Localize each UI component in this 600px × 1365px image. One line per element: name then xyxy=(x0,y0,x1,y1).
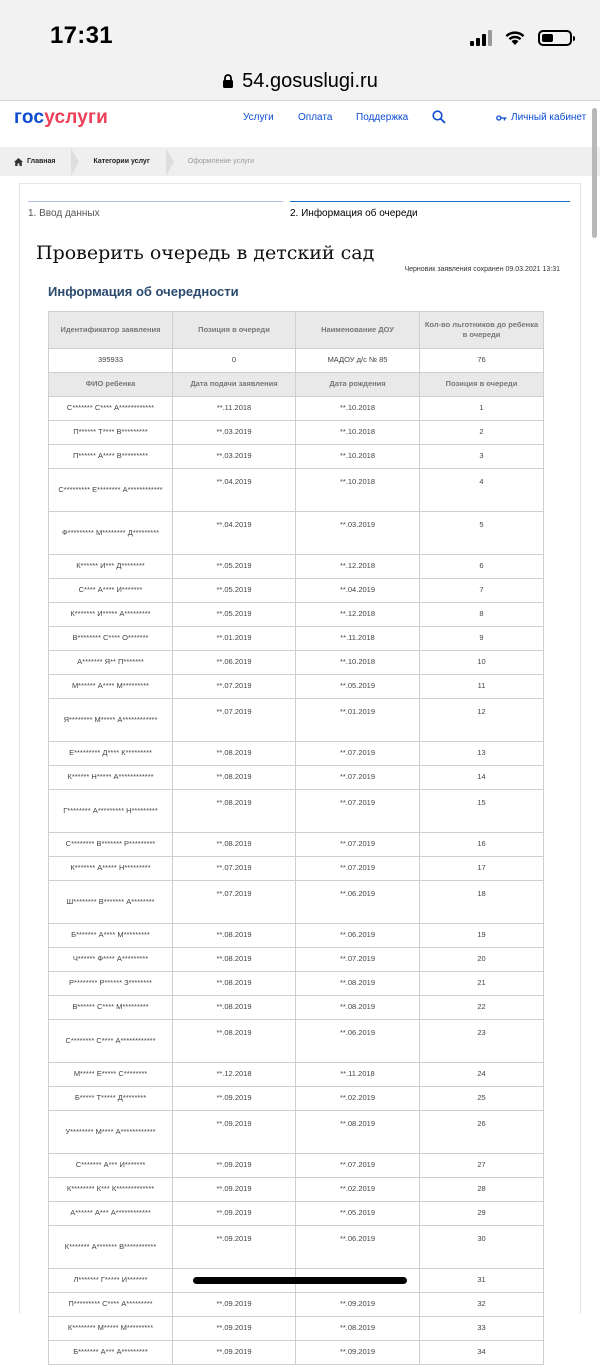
header-application-date: Дата подачи заявления xyxy=(173,373,296,397)
application-date: **.05.2019 xyxy=(173,603,296,627)
child-name: Б******* А**** М********* xyxy=(49,924,173,948)
application-date: **.09.2019 xyxy=(173,1087,296,1111)
child-name: Б******* А*** А********* xyxy=(49,1341,173,1365)
birth-date: **.02.2019 xyxy=(296,1178,420,1202)
breadcrumb-categories[interactable]: Категории услуг xyxy=(93,158,150,165)
child-name: П****** Т**** В********* xyxy=(49,421,173,445)
child-name: К******* И***** А********* xyxy=(49,603,173,627)
application-date: **.09.2019 xyxy=(173,1341,296,1365)
table-row xyxy=(49,699,544,742)
child-name: К******* А******* В*********** xyxy=(49,1226,173,1269)
queue-position-cell: 19 xyxy=(420,924,544,948)
table-row xyxy=(49,972,544,996)
birth-date: **.07.2019 xyxy=(296,790,420,833)
child-name: П********* С**** А********* xyxy=(49,1293,173,1317)
table-row xyxy=(49,603,544,627)
child-name: Е********* Д**** К********* xyxy=(49,742,173,766)
table-row xyxy=(49,445,544,469)
address-bar[interactable] xyxy=(0,62,600,101)
application-date: **.09.2019 xyxy=(173,1178,296,1202)
queue-position-cell: 32 xyxy=(420,1293,544,1317)
application-date: **.08.2019 xyxy=(173,833,296,857)
breadcrumb xyxy=(0,147,600,176)
queue-position-cell: 14 xyxy=(420,766,544,790)
breadcrumb-separator xyxy=(166,148,174,176)
table-row xyxy=(49,857,544,881)
breadcrumb-home-label: Главная xyxy=(27,158,56,165)
breadcrumb-home[interactable] xyxy=(0,147,71,176)
queue-position-cell: 29 xyxy=(420,1202,544,1226)
queue-position-cell: 9 xyxy=(420,627,544,651)
search-icon[interactable] xyxy=(432,110,446,124)
status-time: 17:31 xyxy=(50,22,113,49)
table-row xyxy=(49,1111,544,1154)
application-date: **.03.2019 xyxy=(173,421,296,445)
table-row xyxy=(49,766,544,790)
wifi-icon xyxy=(504,30,526,46)
child-name: М***** Е***** С******** xyxy=(49,1063,173,1087)
application-date: **.07.2019 xyxy=(173,699,296,742)
application-date: **.08.2019 xyxy=(173,1020,296,1063)
queue-position-cell: 1 xyxy=(420,397,544,421)
application-date: **.03.2019 xyxy=(173,445,296,469)
child-name: К****** Н***** А************ xyxy=(49,766,173,790)
child-name: В****** С**** М********* xyxy=(49,996,173,1020)
table-row xyxy=(49,1202,544,1226)
table-row xyxy=(49,675,544,699)
birth-date: **.11.2018 xyxy=(296,1063,420,1087)
child-name: С********* Е******** А************ xyxy=(49,469,173,512)
signal-icon xyxy=(470,30,492,46)
queue-position-cell: 33 xyxy=(420,1317,544,1341)
application-date: **.07.2019 xyxy=(173,675,296,699)
birth-date: **.10.2018 xyxy=(296,421,420,445)
table-row xyxy=(49,1341,544,1365)
child-name: К******** К*** К************* xyxy=(49,1178,173,1202)
summary-header-row xyxy=(49,312,544,349)
breadcrumb-separator xyxy=(71,148,79,176)
application-date: **.04.2019 xyxy=(173,512,296,555)
child-name: Р******** Р****** З******** xyxy=(49,972,173,996)
queue-table xyxy=(48,311,544,1365)
logo-part-uslugi: услуги xyxy=(44,107,109,128)
queue-position-cell: 8 xyxy=(420,603,544,627)
page-scrollbar[interactable] xyxy=(592,108,597,238)
queue-position-cell: 6 xyxy=(420,555,544,579)
child-name: С******* С**** А************ xyxy=(49,397,173,421)
kindergarten-name: МАДОУ д/с № 85 xyxy=(296,349,420,373)
birth-date: **.10.2018 xyxy=(296,651,420,675)
nav-payment-link[interactable]: Оплата xyxy=(298,112,333,123)
application-date: **.12.2018 xyxy=(173,1063,296,1087)
table-row xyxy=(49,1178,544,1202)
application-date: **.06.2019 xyxy=(173,651,296,675)
child-name: В******** С**** О******* xyxy=(49,627,173,651)
child-name: К****** И*** Д******** xyxy=(49,555,173,579)
child-name: С******* А*** И******* xyxy=(49,1154,173,1178)
birth-date: **.01.2019 xyxy=(296,699,420,742)
queue-position-cell: 17 xyxy=(420,857,544,881)
birth-date: **.07.2019 xyxy=(296,833,420,857)
url-text: 54.gosuslugi.ru xyxy=(242,69,378,92)
child-name: Ш******** В******* А******** xyxy=(49,881,173,924)
lock-icon xyxy=(222,74,234,89)
child-name: П****** А**** В********* xyxy=(49,445,173,469)
application-date: **.04.2019 xyxy=(173,469,296,512)
queue-position-cell: 10 xyxy=(420,651,544,675)
header-privileged-count: Кол-во льготников до ребенка в очереди xyxy=(420,312,544,349)
page-title: Проверить очередь в детский сад xyxy=(36,242,375,264)
step-queue-info[interactable]: 2. Информация об очереди xyxy=(290,201,570,228)
queue-position-cell: 23 xyxy=(420,1020,544,1063)
child-name: С**** А**** И******* xyxy=(49,579,173,603)
table-row xyxy=(49,512,544,555)
birth-date: **.02.2019 xyxy=(296,1087,420,1111)
birth-date: **.08.2019 xyxy=(296,996,420,1020)
table-row xyxy=(49,397,544,421)
cabinet-label: Личный кабинет xyxy=(511,112,587,123)
queue-position-cell: 28 xyxy=(420,1178,544,1202)
child-name: Л******* Г***** И******* xyxy=(49,1269,173,1293)
application-date: **.07.2019 xyxy=(173,857,296,881)
birth-date: **.07.2019 xyxy=(296,1154,420,1178)
key-icon xyxy=(496,114,507,122)
table-row xyxy=(49,1317,544,1341)
birth-date: **.10.2018 xyxy=(296,469,420,512)
queue-position-cell: 11 xyxy=(420,675,544,699)
table-row xyxy=(49,1063,544,1087)
queue-position-cell: 7 xyxy=(420,579,544,603)
header-queue-position: Позиция в очереди xyxy=(173,312,296,349)
table-row xyxy=(49,996,544,1020)
application-date: **.05.2019 xyxy=(173,555,296,579)
queue-position-cell: 4 xyxy=(420,469,544,512)
queue-position-cell: 3 xyxy=(420,445,544,469)
status-icons xyxy=(470,26,572,50)
application-date: **.09.2019 xyxy=(173,1226,296,1269)
draft-saved-note: Черновик заявления сохранен 09.03.2021 13:31 xyxy=(404,266,560,273)
breadcrumb-current: Оформление услуги xyxy=(187,158,255,165)
summary-row xyxy=(49,349,544,373)
application-date: **.09.2019 xyxy=(173,1293,296,1317)
header-application-id: Идентификатор заявления xyxy=(49,312,173,349)
child-name: К******* А***** Н********* xyxy=(49,857,173,881)
birth-date: **.09.2019 xyxy=(296,1293,420,1317)
application-date: **.07.2019 xyxy=(173,881,296,924)
table-row xyxy=(49,881,544,924)
table-row xyxy=(49,833,544,857)
logo-part-gos: гос xyxy=(14,107,45,128)
application-date: **.08.2019 xyxy=(173,790,296,833)
application-date: **.11.2018 xyxy=(173,397,296,421)
table-row xyxy=(49,1154,544,1178)
privileged-count: 76 xyxy=(420,349,544,373)
birth-date: **.06.2019 xyxy=(296,1020,420,1063)
queue-position-cell: 15 xyxy=(420,790,544,833)
table-row xyxy=(49,790,544,833)
application-id: 395933 xyxy=(49,349,173,373)
queue-position-cell: 24 xyxy=(420,1063,544,1087)
application-date: **.08.2019 xyxy=(173,996,296,1020)
birth-date: **.05.2019 xyxy=(296,1202,420,1226)
queue-position: 0 xyxy=(173,349,296,373)
birth-date: **.06.2019 xyxy=(296,881,420,924)
table-row xyxy=(49,579,544,603)
queue-position-cell: 5 xyxy=(420,512,544,555)
table-row xyxy=(49,421,544,445)
application-date: **.09.2019 xyxy=(173,1202,296,1226)
birth-date: **.10.2018 xyxy=(296,397,420,421)
birth-date: **.07.2019 xyxy=(296,742,420,766)
birth-date: **.08.2019 xyxy=(296,1317,420,1341)
birth-date: **.10.2018 xyxy=(296,445,420,469)
application-date: **.08.2019 xyxy=(173,924,296,948)
status-bar xyxy=(0,0,600,62)
queue-position-cell: 34 xyxy=(420,1341,544,1365)
application-date: **.09.2019 xyxy=(173,1111,296,1154)
birth-date: **.08.2019 xyxy=(296,972,420,996)
child-name: М****** А**** М********* xyxy=(49,675,173,699)
birth-date: **.07.2019 xyxy=(296,857,420,881)
child-name: Я******** М***** А************ xyxy=(49,699,173,742)
child-name: С******** С**** А************ xyxy=(49,1020,173,1063)
birth-date: **.06.2019 xyxy=(296,1226,420,1269)
header-kindergarten-name: Наименование ДОУ xyxy=(296,312,420,349)
step-input-data[interactable]: 1. Ввод данных xyxy=(28,201,283,228)
application-date: **.09.2019 xyxy=(173,1154,296,1178)
table-row xyxy=(49,627,544,651)
table-row xyxy=(49,1020,544,1063)
table-row xyxy=(49,924,544,948)
queue-position-cell: 21 xyxy=(420,972,544,996)
queue-position-cell: 30 xyxy=(420,1226,544,1269)
birth-date: **.04.2019 xyxy=(296,579,420,603)
table-row xyxy=(49,1087,544,1111)
child-name: У******** М**** А************ xyxy=(49,1111,173,1154)
birth-date: **.07.2019 xyxy=(296,948,420,972)
application-date: **.01.2019 xyxy=(173,627,296,651)
table-row xyxy=(49,469,544,512)
table-row xyxy=(49,555,544,579)
table-row xyxy=(49,1226,544,1269)
battery-icon xyxy=(538,30,572,46)
queue-position-cell: 20 xyxy=(420,948,544,972)
birth-date: **.05.2019 xyxy=(296,675,420,699)
queue-position-cell: 13 xyxy=(420,742,544,766)
queue-position-cell: 27 xyxy=(420,1154,544,1178)
table-row xyxy=(49,948,544,972)
application-date: **.08.2019 xyxy=(173,766,296,790)
birth-date: **.11.2018 xyxy=(296,627,420,651)
child-name: Ч****** Ф**** А********* xyxy=(49,948,173,972)
birth-date: **.06.2019 xyxy=(296,924,420,948)
table-row xyxy=(49,1293,544,1317)
queue-position-cell: 2 xyxy=(420,421,544,445)
child-name: А****** А*** А************ xyxy=(49,1202,173,1226)
service-card xyxy=(19,183,581,1357)
site-header xyxy=(0,101,600,147)
header-birth-date: Дата рождения xyxy=(296,373,420,397)
personal-cabinet-link[interactable] xyxy=(496,112,586,123)
queue-position-cell: 26 xyxy=(420,1111,544,1154)
nav-services-link[interactable]: Услуги xyxy=(243,112,274,123)
application-date: **.08.2019 xyxy=(173,948,296,972)
child-name: Ф********* М******** Д********* xyxy=(49,512,173,555)
queue-position-cell: 18 xyxy=(420,881,544,924)
child-name: К******** М***** М********* xyxy=(49,1317,173,1341)
birth-date: **.12.2018 xyxy=(296,555,420,579)
birth-date: **.08.2019 xyxy=(296,1111,420,1154)
birth-date: **.07.2019 xyxy=(296,766,420,790)
nav-support-link[interactable]: Поддержка xyxy=(356,112,409,123)
application-date: **.05.2019 xyxy=(173,579,296,603)
queue-position-cell: 22 xyxy=(420,996,544,1020)
child-name: А******* Я** П******* xyxy=(49,651,173,675)
queue-position-cell: 25 xyxy=(420,1087,544,1111)
application-date: **.08.2019 xyxy=(173,972,296,996)
application-date: **.09.2019 xyxy=(173,1317,296,1341)
section-title: Информация об очередности xyxy=(48,284,239,299)
queue-position-cell: 16 xyxy=(420,833,544,857)
queue-position-cell: 31 xyxy=(420,1269,544,1293)
home-indicator[interactable] xyxy=(193,1277,407,1284)
table-row xyxy=(49,651,544,675)
list-header-row xyxy=(49,373,544,397)
home-icon xyxy=(14,158,23,166)
child-name: С******** В******* Р********* xyxy=(49,833,173,857)
header-child-name: ФИО ребенка xyxy=(49,373,173,397)
application-date: **.08.2019 xyxy=(173,742,296,766)
gosuslugi-logo[interactable] xyxy=(14,107,108,129)
queue-position-cell: 12 xyxy=(420,699,544,742)
child-name: Б***** Т***** Д******** xyxy=(49,1087,173,1111)
header-position: Позиция в очереди xyxy=(420,373,544,397)
child-name: Г******** А********* Н********* xyxy=(49,790,173,833)
birth-date: **.09.2019 xyxy=(296,1341,420,1365)
birth-date: **.03.2019 xyxy=(296,512,420,555)
birth-date: **.12.2018 xyxy=(296,603,420,627)
table-row xyxy=(49,742,544,766)
